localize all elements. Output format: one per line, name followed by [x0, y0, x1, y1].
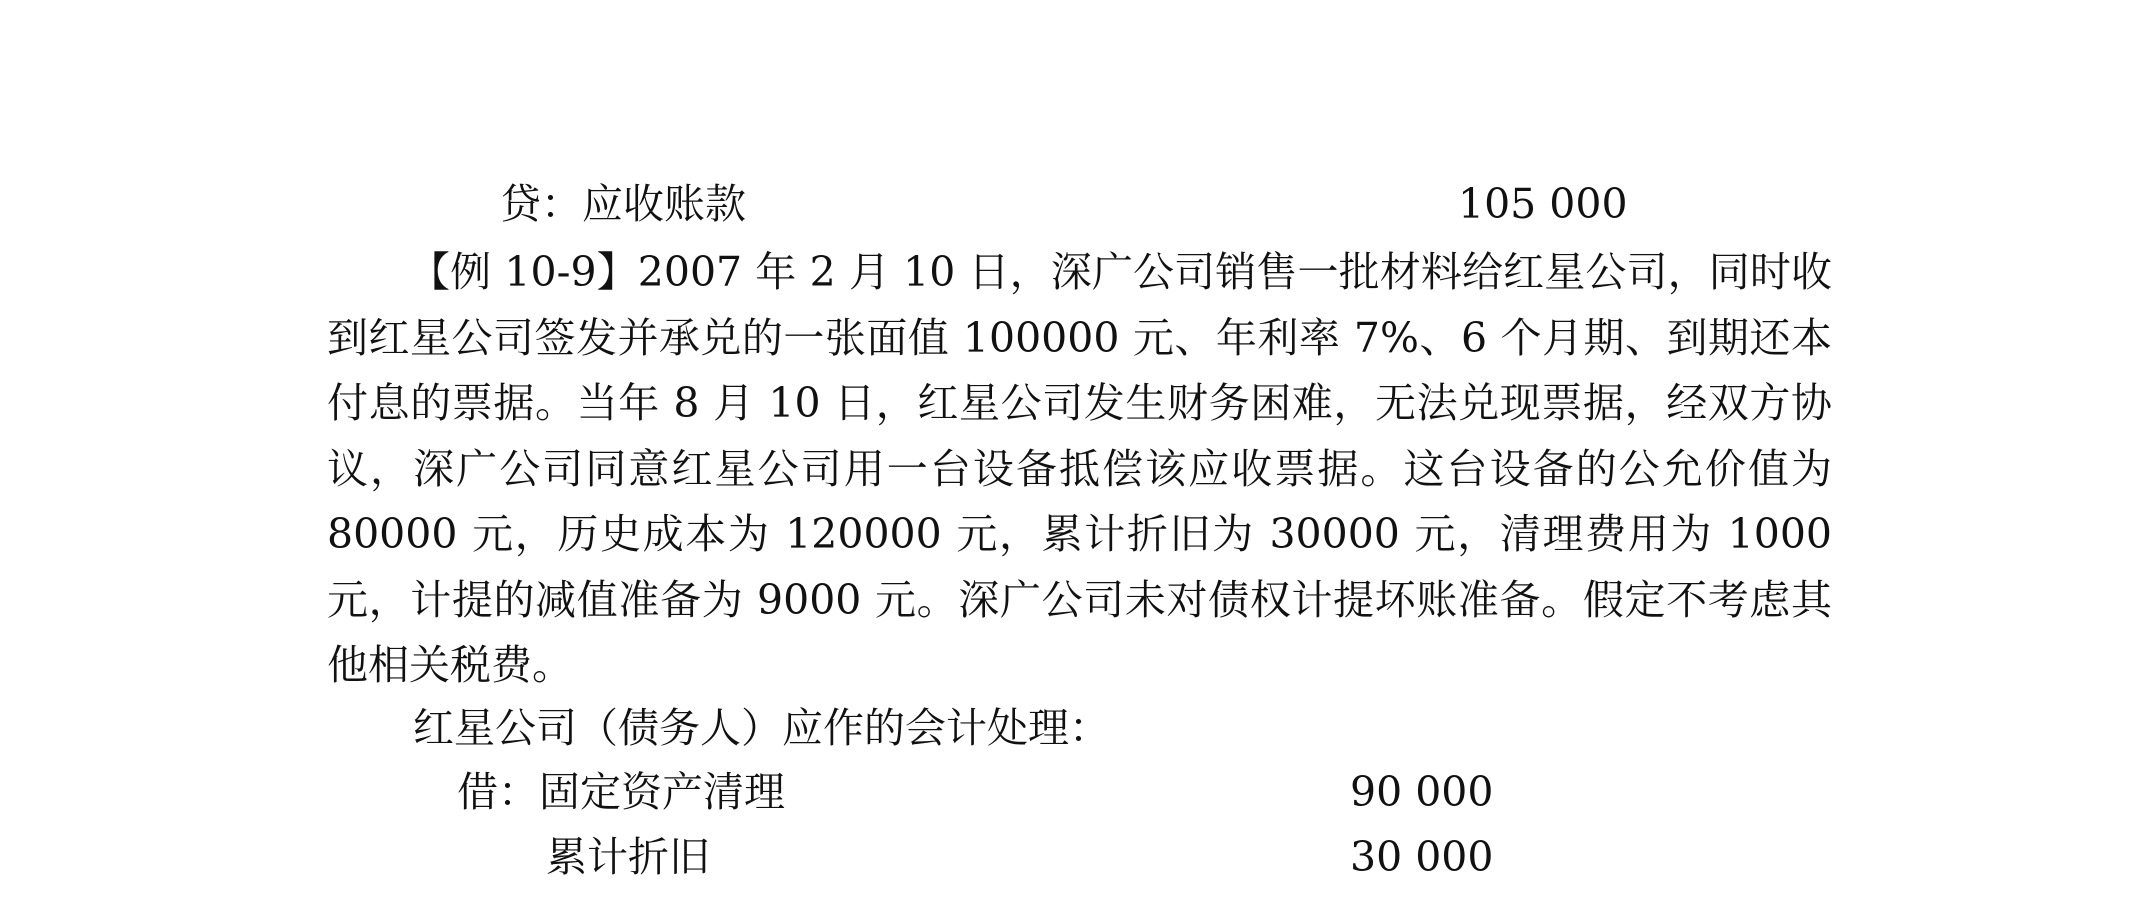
debit-entry-amount: 90 000: [1350, 768, 1494, 816]
debit-entry-label: 借：固定资产清理: [457, 768, 785, 816]
accumulated-depreciation-label: 累计折旧: [546, 833, 710, 881]
accumulated-depreciation-amount: 30 000: [1350, 833, 1494, 881]
credit-entry-amount: 105 000: [1458, 180, 1628, 228]
credit-entry-label: 贷：应收账款: [500, 180, 746, 228]
example-paragraph: 【例 10-9】2007 年 2 月 10 日，深广公司销售一批材料给红星公司，同时收到红星公司签发并承兑的一张面值 100000 元、年利率 7%、6 个月期、到期还本付息的票据。当年 8 月 10 日，红星公司发生财务困难，无法兑现票据，经双方协议，深广公司同意红星公司用一台设备抵偿该应收票据。这台设备的公允价值为 80000 元，历史成本为 120000 元，累计折旧为 30000 元，清理费用为 1000 元，计提的减值准备为 9000 元。深广公司未对债权计提坏账准备。假定不考虑其他相关税费。: [327, 248, 1832, 689]
debtor-heading: 红星公司（债务人）应作的会计处理：: [413, 704, 1110, 752]
